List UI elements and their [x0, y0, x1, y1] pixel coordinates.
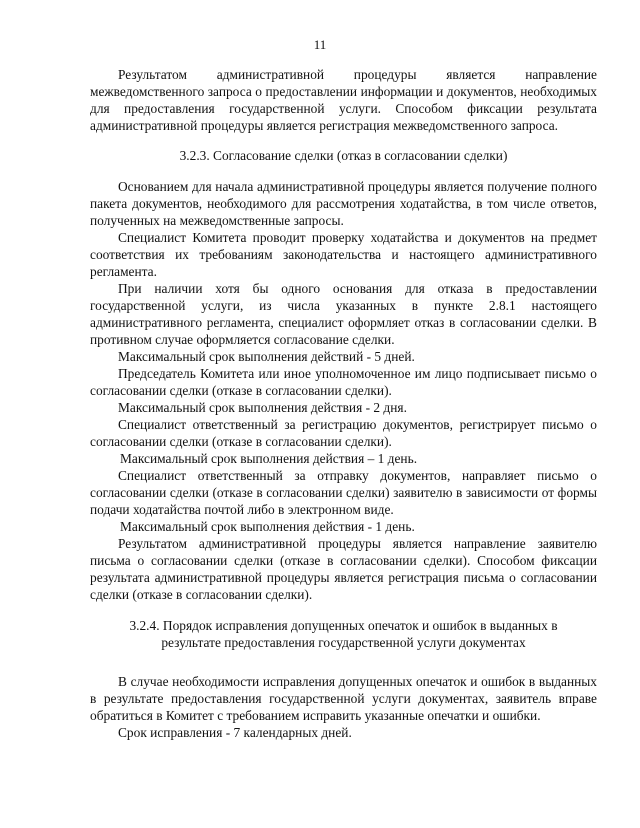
paragraph-corrections: В случае необходимости исправления допущенных опечаток и ошибок в выданных в результате предоставления государственной услуги документах, заявитель вправе обратиться в Комитет с требованием исправить указанные опечатки и ошибки.	[90, 674, 597, 723]
paragraph-registration: Специалист ответственный за регистрацию документов, регистрирует письмо о согласовании сделки (отказе в согласовании сделки).	[90, 417, 597, 449]
paragraph-deadline-2-days: Максимальный срок выполнения действия - 2 дня.	[118, 400, 407, 415]
paragraph-deadline-5-days: Максимальный срок выполнения действий - 5 дней.	[118, 349, 415, 364]
paragraph-deadline-1-day-a: Максимальный срок выполнения действия – 1 день.	[120, 451, 418, 466]
document-body	[90, 66, 597, 741]
paragraph-chairman-signs: Председатель Комитета или иное уполномоченное им лицо подписывает письмо о согласовании сделки (отказе в согласовании сделки).	[90, 366, 597, 398]
page-number: 11	[313, 37, 327, 52]
paragraph-correction-deadline: Срок исправления - 7 календарных дней.	[118, 725, 352, 740]
paragraph-result-request: Результатом административной процедуры является направление межведомственного запроса о предоставлении информации и документов, необходимых для предоставления государственной услуги. Способом фиксации результата административной процедуры является регистрация межведомственного запроса.	[90, 67, 597, 133]
section-heading-3-2-4-line2: результате предоставления государственной услуги документах	[161, 635, 526, 650]
paragraph-refusal-grounds: При наличии хотя бы одного основания для отказа в предоставлении государственной услуги, из числа указанных в пункте 2.8.1 настоящего административного регламента, специалист оформляет отказ в согласовании сделки. В противном случае оформляется согласование сделки.	[90, 281, 597, 347]
section-heading-3-2-4-line1: 3.2.4. Порядок исправления допущенных опечаток и ошибок в выданных в	[129, 618, 558, 633]
paragraph-dispatch: Специалист ответственный за отправку документов, направляет письмо о согласовании сделки (отказе в согласовании сделки) заявителю в зависимости от формы подачи ходатайства почтой либо в электронном виде.	[90, 468, 597, 517]
paragraph-basis: Основанием для начала административной процедуры является получение полного пакета документов, необходимого для рассмотрения ходатайства, в том числе ответов, полученных на межведомственные запросы.	[90, 179, 597, 228]
paragraph-result-letter: Результатом административной процедуры является направление заявителю письма о согласовании сделки (отказе в согласовании сделки). Способом фиксации результата административной процедуры является регистрация письма о согласовании сделки (отказе в согласовании сделки).	[90, 536, 597, 602]
paragraph-specialist-check: Специалист Комитета проводит проверку ходатайства и документов на предмет соответствия их требованиям законодательства и настоящего административного регламента.	[90, 230, 597, 279]
section-heading-3-2-3: 3.2.3. Согласование сделки (отказ в согласовании сделки)	[179, 148, 508, 163]
paragraph-deadline-1-day-b: Максимальный срок выполнения действия - 1 день.	[120, 519, 415, 534]
